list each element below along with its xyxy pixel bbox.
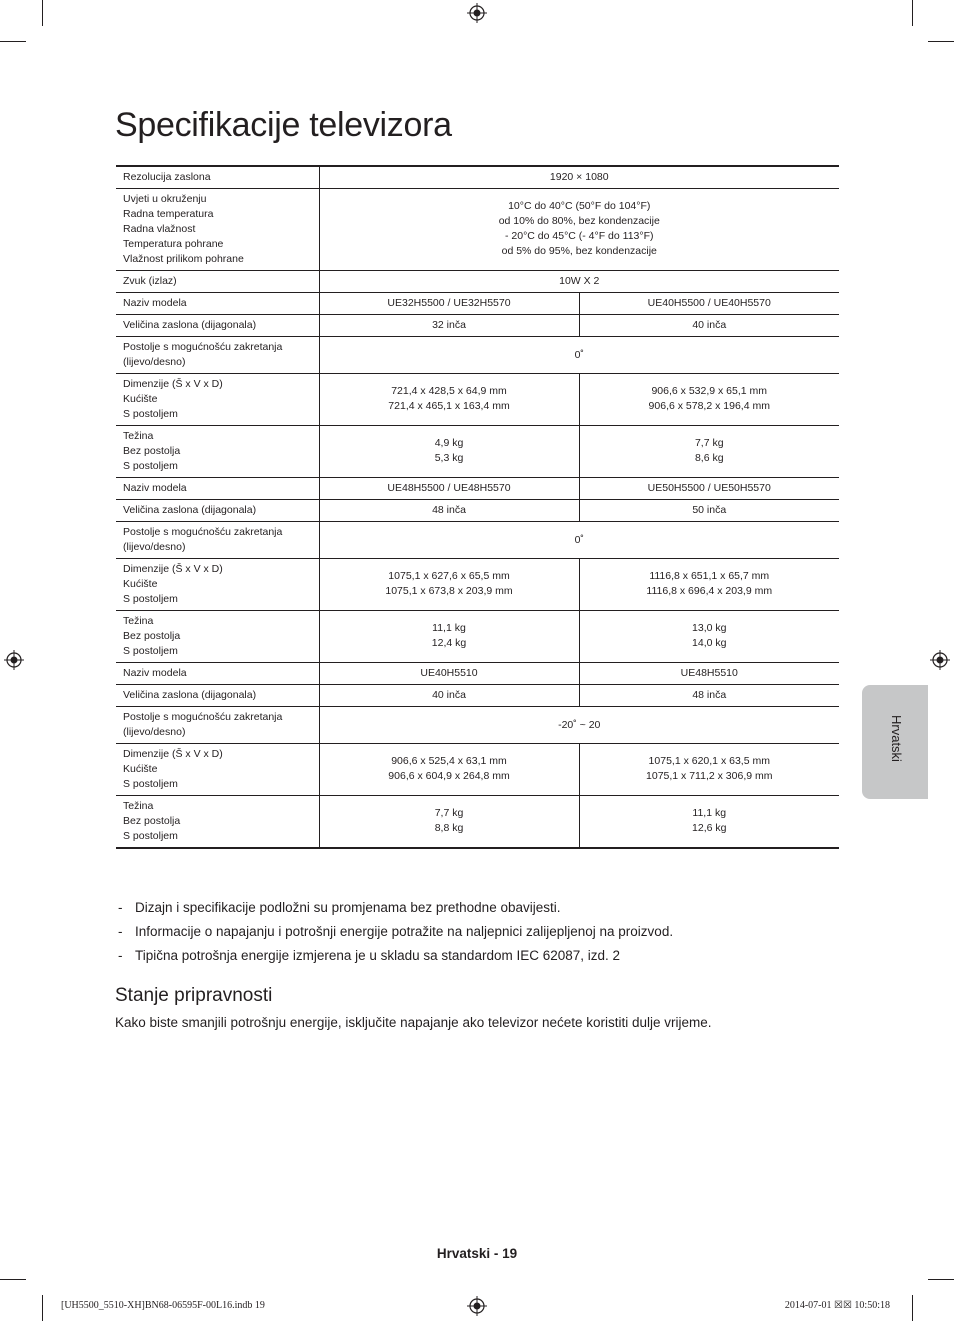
note-text: Tipična potrošnja energije izmjerena je u skladu sa standardom IEC 62087, izd. 2 bbox=[135, 948, 621, 963]
spec-value bbox=[319, 166, 839, 189]
spec-value-line: 0˚ bbox=[574, 348, 584, 361]
spec-value-right-line: 11,1 kg bbox=[692, 807, 727, 819]
spec-value-right-line: 906,6 x 578,2 x 196,4 mm bbox=[648, 400, 770, 412]
spec-value-right bbox=[579, 315, 839, 337]
spec-value-line: od 10% do 80%, bez kondenzacije bbox=[498, 215, 660, 227]
registration-mark-icon bbox=[467, 3, 487, 23]
spec-row bbox=[116, 271, 839, 293]
spec-label bbox=[116, 315, 319, 337]
spec-value-right bbox=[579, 374, 839, 426]
spec-value-line: 10°C do 40°C (50°F do 104°F) bbox=[508, 200, 651, 212]
spec-label-line: Kućište bbox=[123, 578, 158, 590]
spec-row bbox=[116, 707, 839, 744]
spec-label bbox=[116, 478, 319, 500]
spec-value-left bbox=[319, 426, 579, 478]
spec-value bbox=[319, 707, 839, 744]
note-item bbox=[118, 923, 673, 947]
spec-value-right bbox=[579, 685, 839, 707]
spec-value-right-line: 12,6 kg bbox=[692, 822, 727, 834]
spec-label-line: Radna vlažnost bbox=[123, 223, 196, 235]
page-footer: Hrvatski - 19 bbox=[436, 1246, 518, 1261]
spec-label-line: Težina bbox=[123, 615, 154, 627]
spec-table bbox=[116, 165, 839, 849]
spec-value-right-line: 14,0 kg bbox=[692, 637, 727, 649]
crop-mark bbox=[928, 41, 954, 42]
spec-value-right-line: 906,6 x 532,9 x 65,1 mm bbox=[651, 385, 768, 397]
spec-value-right-line: 1075,1 x 711,2 x 306,9 mm bbox=[646, 770, 773, 782]
spec-value-left bbox=[319, 293, 579, 315]
note-bullet: - bbox=[118, 900, 123, 915]
spec-value-left-line: 721,4 x 465,1 x 163,4 mm bbox=[388, 400, 510, 412]
spec-label-line: Kućište bbox=[123, 763, 158, 775]
spec-value-left-line: 1075,1 x 627,6 x 65,5 mm bbox=[388, 570, 510, 582]
spec-row bbox=[116, 293, 839, 315]
spec-label-line: Bez postolja bbox=[123, 815, 181, 827]
spec-value-left-line: 906,6 x 525,4 x 63,1 mm bbox=[391, 755, 507, 767]
spec-label-line: Veličina zaslona (dijagonala) bbox=[123, 319, 257, 331]
spec-value-right-line: 50 inča bbox=[692, 504, 727, 516]
section-body: Kako biste smanjili potrošnju energije, isključite napajanje ako televizor nećete koristiti dulje vrijeme. bbox=[115, 1015, 712, 1030]
spec-value-left bbox=[319, 663, 579, 685]
spec-label bbox=[116, 189, 319, 271]
spec-row bbox=[116, 337, 839, 374]
spec-label bbox=[116, 685, 319, 707]
crop-mark bbox=[912, 0, 913, 26]
spec-label-line: Radna temperatura bbox=[123, 208, 214, 220]
spec-label-line: Kućište bbox=[123, 393, 158, 405]
spec-value bbox=[319, 522, 839, 559]
spec-label bbox=[116, 522, 319, 559]
spec-value-right bbox=[579, 559, 839, 611]
spec-value-right bbox=[579, 478, 839, 500]
spec-row bbox=[116, 315, 839, 337]
spec-value-right-line: 8,6 kg bbox=[694, 452, 724, 464]
spec-label bbox=[116, 707, 319, 744]
spec-label-line: (lijevo/desno) bbox=[123, 541, 186, 553]
note-bullet: - bbox=[118, 948, 123, 963]
spec-label-line: (lijevo/desno) bbox=[123, 356, 186, 368]
spec-label bbox=[116, 611, 319, 663]
crop-mark bbox=[928, 1279, 954, 1280]
print-slug-file: [UH5500_5510-XH]BN68-06595F-00L16.indb 19 bbox=[61, 1300, 265, 1311]
spec-value-left-line: UE48H5500 / UE48H5570 bbox=[387, 482, 511, 494]
spec-label bbox=[116, 426, 319, 478]
spec-label-line: Težina bbox=[123, 800, 154, 812]
spec-value-right bbox=[579, 500, 839, 522]
spec-value-left-line: 8,8 kg bbox=[434, 822, 464, 834]
crop-mark bbox=[912, 1295, 913, 1321]
spec-label-line: Zvuk (izlaz) bbox=[123, 275, 177, 287]
spec-value-left-line: 5,3 kg bbox=[434, 452, 464, 464]
spec-value-right-line: 40 inča bbox=[692, 319, 727, 331]
spec-label bbox=[116, 374, 319, 426]
spec-label-line: (lijevo/desno) bbox=[123, 726, 186, 738]
spec-value-left bbox=[319, 611, 579, 663]
spec-value-left-line: 48 inča bbox=[432, 504, 466, 516]
spec-value-left bbox=[319, 315, 579, 337]
spec-value-right-line: UE50H5500 / UE50H5570 bbox=[647, 482, 771, 494]
spec-label-line: Veličina zaslona (dijagonala) bbox=[123, 689, 257, 701]
spec-value-right-line: 48 inča bbox=[692, 689, 727, 701]
spec-label-line: Bez postolja bbox=[123, 630, 181, 642]
spec-label-line: Težina bbox=[123, 430, 154, 442]
spec-label bbox=[116, 271, 319, 293]
spec-value-left-line: 32 inča bbox=[432, 319, 466, 331]
spec-label bbox=[116, 293, 319, 315]
spec-value-left-line: UE32H5500 / UE32H5570 bbox=[387, 297, 511, 309]
note-item bbox=[118, 899, 673, 923]
spec-value-left-line: 40 inča bbox=[432, 689, 466, 701]
spec-row bbox=[116, 685, 839, 707]
note-text: Informacije o napajanju i potrošnji energije potražite na naljepnici zalijepljenoj na proizvod. bbox=[135, 924, 674, 939]
spec-row bbox=[116, 478, 839, 500]
page-title: Specifikacije televizora bbox=[115, 106, 452, 144]
spec-value-right-line: 1116,8 x 696,4 x 203,9 mm bbox=[646, 585, 773, 597]
spec-label-line: Rezolucija zaslona bbox=[123, 171, 211, 183]
spec-row bbox=[116, 500, 839, 522]
spec-value-line: -20˚ ~ 20 bbox=[558, 718, 601, 731]
crop-mark bbox=[42, 1295, 43, 1321]
registration-mark-icon bbox=[4, 650, 24, 670]
spec-label bbox=[116, 744, 319, 796]
spec-label-line: Postolje s mogućnošću zakretanja bbox=[123, 526, 283, 538]
spec-value bbox=[319, 271, 839, 293]
crop-mark bbox=[42, 0, 43, 26]
spec-value-left bbox=[319, 796, 579, 849]
spec-label-line: Uvjeti u okruženju bbox=[123, 193, 207, 205]
spec-label bbox=[116, 559, 319, 611]
spec-row bbox=[116, 426, 839, 478]
spec-value bbox=[319, 337, 839, 374]
spec-label bbox=[116, 166, 319, 189]
spec-value-left-line: UE40H5510 bbox=[420, 667, 478, 679]
spec-label-line: Veličina zaslona (dijagonala) bbox=[123, 504, 257, 516]
spec-row bbox=[116, 522, 839, 559]
spec-value-left-line: 906,6 x 604,9 x 264,8 mm bbox=[388, 770, 510, 782]
spec-label-line: Temperatura pohrane bbox=[123, 238, 224, 250]
spec-value-left-line: 721,4 x 428,5 x 64,9 mm bbox=[391, 385, 507, 397]
spec-value-right bbox=[579, 663, 839, 685]
spec-value-left bbox=[319, 374, 579, 426]
spec-label-line: Bez postolja bbox=[123, 445, 181, 457]
spec-value-right-line: 1116,8 x 651,1 x 65,7 mm bbox=[649, 570, 770, 582]
spec-label-line: Naziv modela bbox=[123, 667, 187, 679]
spec-label-line: S postoljem bbox=[123, 830, 178, 842]
spec-row bbox=[116, 796, 839, 849]
spec-label-line: Dimenzije (Š x V x D) bbox=[123, 563, 223, 575]
registration-mark-icon bbox=[930, 650, 950, 670]
language-tab-label: Hrvatski bbox=[889, 715, 904, 762]
spec-row bbox=[116, 611, 839, 663]
spec-value-left bbox=[319, 500, 579, 522]
spec-label-line: Postolje s mogućnošću zakretanja bbox=[123, 711, 283, 723]
note-bullet: - bbox=[118, 924, 123, 939]
spec-label-line: S postoljem bbox=[123, 645, 178, 657]
spec-label-line: Naziv modela bbox=[123, 297, 187, 309]
print-slug-date: 2014-07-01 ☒☒ 10:50:18 bbox=[784, 1300, 890, 1311]
note-item bbox=[118, 947, 673, 971]
spec-label-line: Dimenzije (Š x V x D) bbox=[123, 748, 223, 760]
spec-value-right-line: UE48H5510 bbox=[680, 667, 738, 679]
spec-label-line: S postoljem bbox=[123, 593, 178, 605]
spec-value-right-line: 7,7 kg bbox=[694, 437, 724, 449]
spec-row bbox=[116, 744, 839, 796]
spec-label-line: S postoljem bbox=[123, 460, 178, 472]
spec-label-line: S postoljem bbox=[123, 408, 178, 420]
spec-row bbox=[116, 559, 839, 611]
crop-mark bbox=[0, 1279, 26, 1280]
spec-value-right-line: 1075,1 x 620,1 x 63,5 mm bbox=[648, 755, 770, 767]
spec-label-line: Postolje s mogućnošću zakretanja bbox=[123, 341, 283, 353]
spec-label bbox=[116, 663, 319, 685]
spec-value-line: 0˚ bbox=[574, 533, 584, 546]
notes-list bbox=[118, 899, 673, 971]
spec-value-right bbox=[579, 426, 839, 478]
spec-value-line: - 20°C do 45°C (- 4°F do 113°F) bbox=[505, 230, 654, 242]
spec-label bbox=[116, 337, 319, 374]
spec-value-left-line: 7,7 kg bbox=[434, 807, 464, 819]
language-tab bbox=[862, 685, 928, 799]
spec-value-left-line: 1075,1 x 673,8 x 203,9 mm bbox=[385, 585, 513, 597]
spec-value bbox=[319, 189, 839, 271]
spec-label-line: Naziv modela bbox=[123, 482, 187, 494]
spec-row bbox=[116, 663, 839, 685]
registration-mark-icon bbox=[467, 1296, 487, 1316]
spec-value-left-line: 11,1 kg bbox=[432, 622, 466, 634]
spec-value-line: od 5% do 95%, bez kondenzacije bbox=[501, 245, 657, 257]
spec-label-line: Dimenzije (Š x V x D) bbox=[123, 378, 223, 390]
spec-value-left bbox=[319, 478, 579, 500]
spec-row bbox=[116, 374, 839, 426]
spec-value-left bbox=[319, 685, 579, 707]
spec-label-line: S postoljem bbox=[123, 778, 178, 790]
spec-value-right-line: UE40H5500 / UE40H5570 bbox=[647, 297, 771, 309]
spec-value-line: 1920 × 1080 bbox=[549, 171, 609, 183]
spec-value-right bbox=[579, 293, 839, 315]
spec-value-right-line: 13,0 kg bbox=[692, 622, 727, 634]
crop-mark bbox=[0, 41, 26, 42]
spec-value-right bbox=[579, 611, 839, 663]
spec-value-left bbox=[319, 559, 579, 611]
spec-value-line: 10W X 2 bbox=[559, 275, 600, 287]
spec-value-left bbox=[319, 744, 579, 796]
note-text: Dizajn i specifikacije podložni su promjenama bez prethodne obavijesti. bbox=[135, 900, 561, 915]
spec-row bbox=[116, 189, 839, 271]
spec-table-body bbox=[116, 166, 839, 848]
spec-value-left-line: 12,4 kg bbox=[431, 637, 467, 649]
spec-value-left-line: 4,9 kg bbox=[434, 437, 464, 449]
spec-label bbox=[116, 500, 319, 522]
spec-value-right bbox=[579, 796, 839, 849]
spec-row bbox=[116, 166, 839, 189]
spec-label bbox=[116, 796, 319, 849]
spec-label-line: Vlažnost prilikom pohrane bbox=[123, 253, 244, 265]
spec-value-right bbox=[579, 744, 839, 796]
section-title: Stanje pripravnosti bbox=[115, 985, 273, 1006]
